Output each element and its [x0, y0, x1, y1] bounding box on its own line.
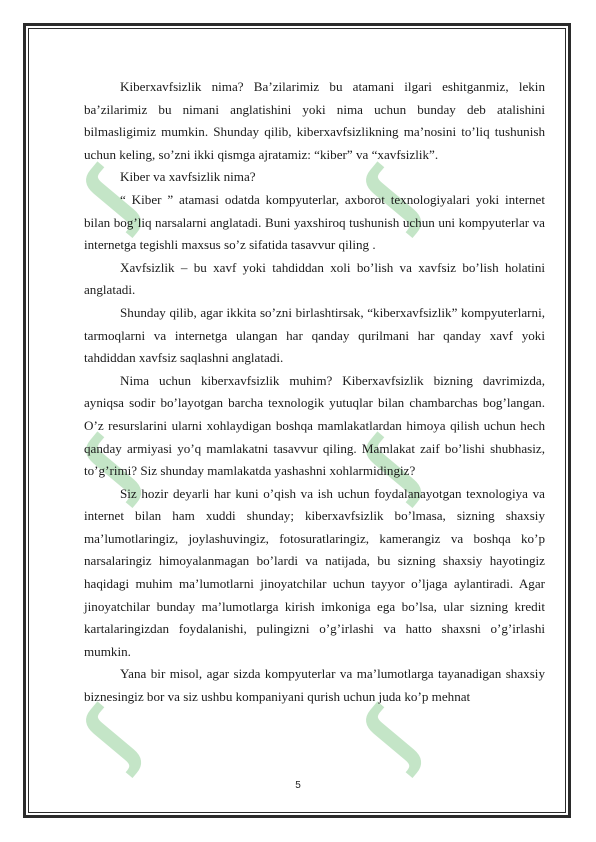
- watermark-logo-4: ʃ: [346, 422, 439, 508]
- paragraph: Siz hozir deyarli har kuni o’qish va ish uchun foydalanayotgan texnologiya va internet bilan ham xuddi shunday; kiberxavfsizlik bo’lmasa, sizning shaxsiy ma’lumotlaringiz, joylashuvingiz, fotosuratlaringiz, kamerangiz va boshqa ko’p narsalaringiz himoyalanmagan bo’lardi va natijada, bu sizning shaxsiy hayotingiz haqidagi muhim ma’lumotlarni jinoyatchilar uchun tayyor o’ljaga aylantiradi. Agar jinoyatchilar bunday ma’lumotlarga kirish imkoniga ega bo’lsa, ular sizning kredit kartalaringizdan foydalanishi, pulingizni o’g’irlashi va hatto shaxsni o’g’irlashi mumkin.: [84, 485, 545, 659]
- paragraph: Shunday qilib, agar ikkita so’zni birlashtirsak, “kiberxavfsizlik” kompyuterlarni, tarmoqlarni va internetga ulangan har qanday qurilmani har qanday xavf yoki tahdiddan xavfsiz saqlashni anglatadi.: [84, 304, 545, 366]
- paragraph: Kiber va xavfsizlik nima?: [120, 169, 256, 185]
- paragraph: “ Kiber ” atamasi odatda kompyuterlar, axborot texnologiyalari yoki internet bilan bog’liq narsalarni anglatadi. Buni yaxshiroq tushunish uchun uni kompyuterlar va internetga tegishli maxsus so’z sifatida tasavvur qiling .: [84, 191, 545, 253]
- watermark-logo-1: ʃ: [66, 152, 159, 238]
- watermark-logo-5: ʃ: [66, 692, 159, 778]
- paragraph: Nima uchun kiberxavfsizlik muhim? Kiberxavfsizlik bizning davrimizda, ayniqsa sodir bo’layotgan barcha texnologik yutuqlar bilan chambarchas bog’langan. O’z resurslarini ularni xohlaydigan boshqa mamlakatlardan himoya qilish uchun hech qanday armiyasi yo’q mamlakatni tasavvur qiling. Mamlakat zaif bo’lishi shubhasiz, to’g’rimi? Siz shunday mamlakatda yashashni xohlarmidingiz?: [84, 372, 545, 479]
- paragraph: Yana bir misol, agar sizda kompyuterlar va ma’lumotlarga tayanadigan shaxsiy biznesingiz bor va siz ushbu kompaniyani qurish uchun juda ko’p mehnat: [84, 666, 545, 705]
- watermark-logo-2: ʃ: [346, 152, 439, 238]
- watermark-logo-6: ʃ: [346, 692, 439, 778]
- paragraph: Kiberxavfsizlik nima? Ba’zilarimiz bu atamani ilgari eshitganmiz, lekin ba’zilarimiz bu nimani anglatishini yoki nima uchun bunday deb atalishini bilmasligimiz mumkin. Shunday qilib, kiberxavfsizlikning ma’nosini to’liq tushunish uchun keling, so’zni ikki qismga ajratamiz: “kiber” va “xavfsizlik”.: [84, 79, 545, 162]
- watermark-logo-3: ʃ: [66, 422, 159, 508]
- page-number: 5: [295, 780, 301, 791]
- body-text: [84, 76, 545, 709]
- paragraph: Xavfsizlik – bu xavf yoki tahdiddan xoli bo’lish va xavfsiz bo’lish holatini anglatadi.: [84, 259, 545, 298]
